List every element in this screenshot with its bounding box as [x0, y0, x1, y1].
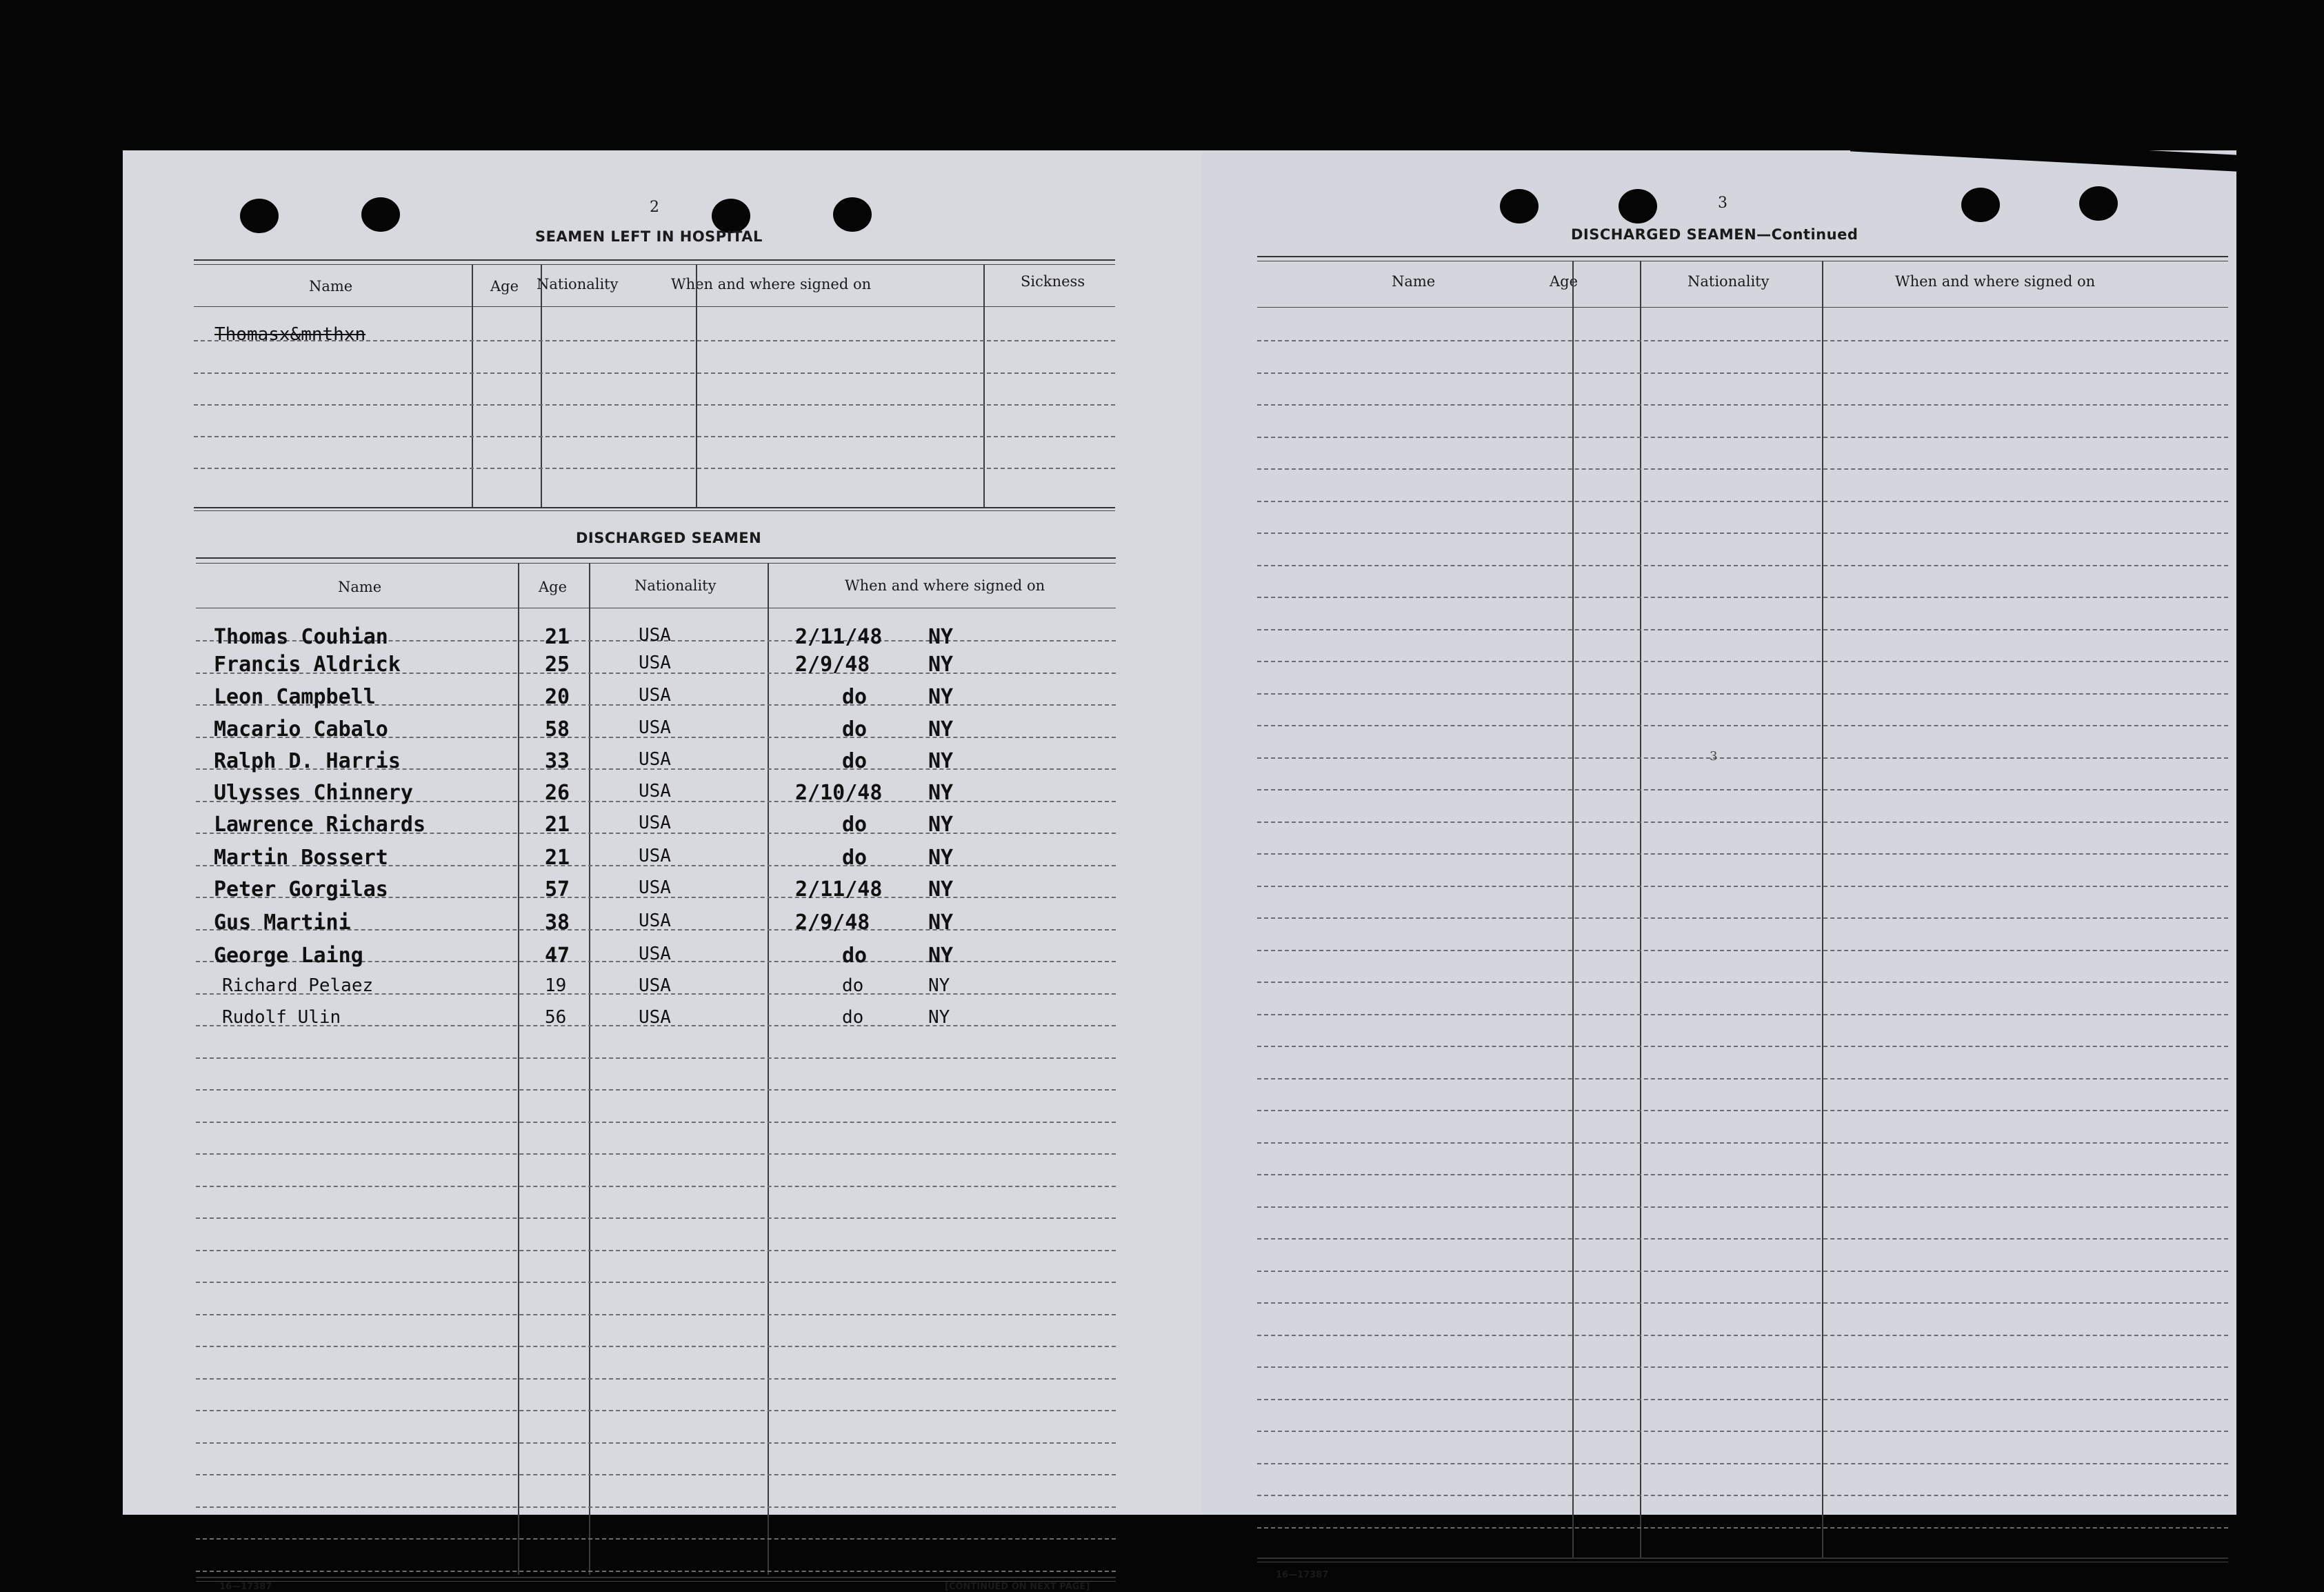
seaman-nationality: USA — [639, 717, 671, 738]
discharged-col-age: Age — [539, 579, 568, 595]
signed-on-place: NY — [928, 846, 954, 870]
seaman-age: 20 — [545, 685, 570, 709]
rule — [1257, 1302, 2228, 1304]
rule — [194, 264, 1115, 265]
seaman-name: George Laing — [214, 944, 363, 968]
seaman-age: 19 — [545, 975, 567, 996]
signed-on-date: 2/10/48 — [795, 781, 883, 805]
rule — [194, 306, 1115, 307]
signed-on-place: NY — [928, 944, 954, 968]
column-divider — [768, 563, 769, 1575]
rule — [196, 563, 1116, 564]
rule — [196, 1153, 1116, 1155]
seaman-nationality: USA — [639, 911, 671, 931]
signed-on-date: do — [842, 975, 864, 996]
column-divider — [541, 264, 542, 507]
rule — [1257, 661, 2228, 662]
rule — [1257, 437, 2228, 438]
rule — [1257, 1271, 2228, 1272]
rule — [194, 372, 1115, 374]
rule — [196, 1186, 1116, 1187]
signed-on-place: NY — [928, 717, 954, 742]
discharged-col-name: Name — [338, 579, 382, 595]
rule — [1257, 886, 2228, 887]
rule — [196, 1089, 1116, 1091]
rule — [1257, 533, 2228, 534]
rule — [194, 468, 1115, 469]
seaman-age: 47 — [545, 944, 570, 968]
rule — [1257, 1174, 2228, 1175]
seaman-name: Macario Cabalo — [214, 717, 388, 742]
rule — [1257, 1399, 2228, 1400]
rule — [1257, 853, 2228, 855]
rule — [194, 404, 1115, 406]
rule — [1257, 1238, 2228, 1240]
rule — [1257, 1558, 2228, 1559]
page-number: 2 — [650, 199, 659, 216]
col-signed-on: When and where signed on — [1895, 273, 2096, 290]
rule — [1257, 1431, 2228, 1432]
form-number: 16—17387 — [219, 1582, 272, 1592]
rule — [194, 259, 1115, 261]
seaman-name: Thomas Couhian — [214, 625, 388, 649]
signed-on-place: NY — [928, 625, 954, 649]
seaman-nationality: USA — [639, 877, 671, 898]
rule — [196, 1577, 1116, 1578]
rule — [194, 436, 1115, 437]
rule — [196, 1057, 1116, 1059]
signed-on-place: NY — [928, 685, 954, 709]
rule — [1257, 1335, 2228, 1336]
seaman-age: 25 — [545, 653, 570, 677]
seaman-nationality: USA — [639, 846, 671, 866]
signed-on-date: do — [842, 813, 868, 837]
left-page — [123, 150, 1202, 1592]
rule — [196, 1474, 1116, 1475]
column-divider — [472, 264, 473, 507]
rule — [196, 557, 1116, 559]
rule — [1257, 1142, 2228, 1144]
struck-entry: Thomasx&mnthxn — [214, 324, 366, 345]
column-divider — [983, 264, 985, 507]
rule — [196, 1346, 1116, 1347]
signed-on-date: do — [842, 846, 868, 870]
column-divider — [518, 563, 519, 1575]
rule — [1257, 1078, 2228, 1079]
seaman-nationality: USA — [639, 944, 671, 964]
signed-on-place: NY — [928, 813, 954, 837]
rule — [1257, 757, 2228, 759]
seaman-age: 56 — [545, 1007, 567, 1028]
rule — [1257, 468, 2228, 470]
discharged-col-signed-on: When and where signed on — [845, 577, 1045, 594]
hospital-section-title: SEAMEN LEFT IN HOSPITAL — [535, 228, 763, 245]
seaman-name: Gus Martini — [214, 911, 351, 935]
rule — [1257, 789, 2228, 790]
discharged-col-nationality: Nationality — [634, 577, 717, 594]
right-page — [1202, 150, 2236, 1580]
rule — [1257, 822, 2228, 823]
column-divider — [1572, 261, 1574, 1559]
rule — [194, 510, 1115, 511]
seaman-name: Martin Bossert — [214, 846, 388, 870]
rule — [1257, 950, 2228, 951]
discharged-section-title: DISCHARGED SEAMEN — [576, 530, 762, 546]
seaman-nationality: USA — [639, 813, 671, 833]
rule — [196, 1282, 1116, 1283]
signed-on-date: do — [842, 1007, 864, 1028]
seaman-age: 38 — [545, 911, 570, 935]
hospital-col-sickness: Sickness — [1021, 273, 1085, 290]
torn-corner — [1850, 135, 2236, 171]
seaman-name: Rudolf Ulin — [222, 1007, 341, 1028]
seaman-nationality: USA — [639, 625, 671, 646]
rule — [196, 1410, 1116, 1411]
rule — [1257, 725, 2228, 726]
hospital-col-signed-on: When and where signed on — [671, 276, 872, 292]
rule — [194, 507, 1115, 508]
rule — [1257, 982, 2228, 983]
rule — [196, 1506, 1116, 1508]
rule — [196, 1378, 1116, 1380]
hospital-col-name: Name — [309, 278, 353, 295]
rule — [1257, 256, 2228, 257]
punch-hole — [1619, 189, 1657, 223]
column-divider — [1822, 261, 1823, 1559]
column-divider — [1640, 261, 1641, 1559]
rule — [1257, 1206, 2228, 1208]
seaman-age: 33 — [545, 749, 570, 773]
rule — [1257, 372, 2228, 374]
rule — [196, 1538, 1116, 1540]
rule — [1257, 597, 2228, 598]
seaman-name: Ralph D. Harris — [214, 749, 401, 773]
signed-on-place: NY — [928, 911, 954, 935]
page-title: DISCHARGED SEAMEN—Continued — [1571, 226, 1859, 243]
rule — [1257, 629, 2228, 630]
seaman-name: Francis Aldrick — [214, 653, 401, 677]
punch-hole — [240, 199, 279, 233]
signed-on-place: NY — [928, 653, 954, 677]
signed-on-date: 2/9/48 — [795, 911, 870, 935]
rule — [1257, 340, 2228, 341]
punch-hole — [2079, 186, 2118, 221]
seaman-nationality: USA — [639, 653, 671, 673]
rule — [196, 1571, 1116, 1572]
col-age: Age — [1550, 273, 1579, 290]
rule — [196, 1314, 1116, 1315]
seaman-age: 26 — [545, 781, 570, 805]
seaman-nationality: USA — [639, 1007, 671, 1028]
rule — [1257, 917, 2228, 919]
rule — [1257, 1463, 2228, 1464]
signed-on-date: do — [842, 685, 868, 709]
signed-on-place: NY — [928, 877, 954, 902]
rule — [1257, 1495, 2228, 1496]
rule — [1257, 1110, 2228, 1111]
seaman-age: 21 — [545, 625, 570, 649]
signed-on-date: do — [842, 749, 868, 773]
seaman-name: Richard Pelaez — [222, 975, 374, 996]
rule — [1257, 565, 2228, 566]
seaman-age: 57 — [545, 877, 570, 902]
stray-mark: 3 — [1710, 749, 1718, 764]
signed-on-date: do — [842, 717, 868, 742]
signed-on-place: NY — [928, 975, 950, 996]
form-number: 16—17387 — [1276, 1570, 1329, 1580]
rule — [196, 1217, 1116, 1219]
seaman-age: 21 — [545, 813, 570, 837]
seaman-nationality: USA — [639, 975, 671, 996]
hospital-col-age: Age — [490, 278, 519, 295]
seaman-name: Ulysses Chinnery — [214, 781, 413, 805]
signed-on-place: NY — [928, 781, 954, 805]
rule — [196, 1122, 1116, 1123]
rule — [1257, 307, 2228, 308]
seaman-age: 21 — [545, 846, 570, 870]
col-nationality: Nationality — [1687, 273, 1770, 290]
rule — [196, 1442, 1116, 1444]
rule — [1257, 404, 2228, 406]
rule — [1257, 1046, 2228, 1047]
seaman-nationality: USA — [639, 781, 671, 802]
seaman-age: 58 — [545, 717, 570, 742]
punch-hole — [1961, 188, 2000, 222]
signed-on-place: NY — [928, 1007, 950, 1028]
rule — [1257, 1527, 2228, 1529]
seaman-nationality: USA — [639, 749, 671, 770]
punch-hole — [833, 197, 872, 232]
signed-on-date: do — [842, 944, 868, 968]
seaman-nationality: USA — [639, 685, 671, 706]
seaman-name: Peter Gorgilas — [214, 877, 388, 902]
continued-note: [CONTINUED ON NEXT PAGE] — [945, 1582, 1090, 1592]
seaman-name: Leon Campbell — [214, 685, 376, 709]
signed-on-date: 2/11/48 — [795, 877, 883, 902]
seaman-name: Lawrence Richards — [214, 813, 426, 837]
signed-on-date: 2/11/48 — [795, 625, 883, 649]
page-number: 3 — [1718, 195, 1727, 212]
rule — [1257, 693, 2228, 695]
signed-on-date: 2/9/48 — [795, 653, 870, 677]
col-name: Name — [1392, 273, 1436, 290]
signed-on-place: NY — [928, 749, 954, 773]
punch-hole — [1500, 189, 1539, 223]
rule — [1257, 501, 2228, 502]
rule — [1257, 1366, 2228, 1368]
hospital-col-nationality: Nationality — [537, 276, 619, 292]
column-divider — [589, 563, 590, 1575]
rule — [196, 1250, 1116, 1251]
rule — [1257, 1014, 2228, 1015]
column-divider — [696, 264, 697, 507]
punch-hole — [361, 197, 400, 232]
